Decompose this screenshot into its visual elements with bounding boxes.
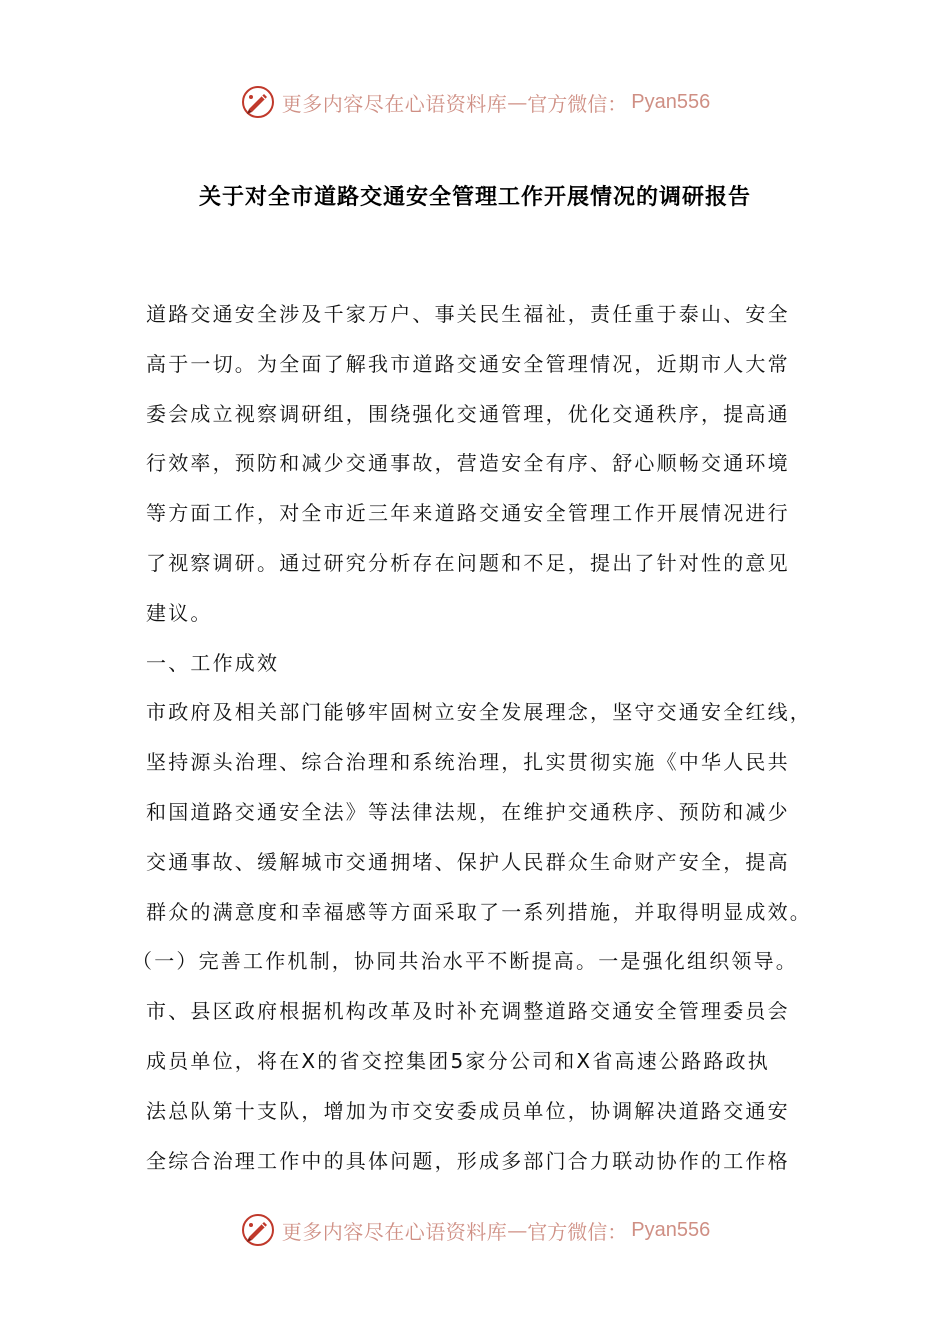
watermark-wechat-id: Pyan556 — [631, 90, 711, 113]
body-line: 交通事故、缓解城市交通拥堵、保护人民群众生命财产安全，提高 — [146, 849, 790, 874]
body-line: 了视察调研。通过研究分析存在问题和不足，提出了针对性的意见 — [146, 550, 790, 575]
pen-logo-icon — [240, 1212, 276, 1248]
body-line: 道路交通安全涉及千家万户、事关民生福祉，责任重于泰山、安全 — [146, 302, 790, 326]
watermark-text: 更多内容尽在心语资料库 — [281, 91, 508, 116]
body-line: 全综合治理工作中的具体问题，形成多部门合力联动协作的工作格 — [146, 1148, 790, 1173]
body-line: 市政府及相关部门能够牢固树立安全发展理念，坚守交通安全红线， — [146, 700, 812, 725]
pen-logo-icon — [240, 84, 276, 120]
body-line: 成员单位，将在X的省交控集团5家分公司和X省高速公路路政执 — [146, 1048, 770, 1073]
watermark-wechat-label: 官方微信： — [527, 91, 628, 116]
watermark-separator: — — [507, 90, 528, 114]
watermark-separator: — — [507, 1218, 528, 1242]
watermark-text: 更多内容尽在心语资料库 — [281, 1219, 508, 1244]
body-line: 法总队第十支队，增加为市交安委成员单位，协调解决道路交通安 — [146, 1098, 790, 1123]
body-line: 委会成立视察调研组，围绕强化交通管理，优化交通秩序，提高通 — [146, 401, 790, 426]
document-body — [132, 290, 826, 1186]
document-title: 关于对全市道路交通安全管理工作开展情况的调研报告 — [198, 185, 751, 210]
body-line: 等方面工作，对全市近三年来道路交通安全管理工作开展情况进行 — [146, 501, 790, 526]
body-line: 市、县区政府根据机构改革及时补充调整道路交通安全管理委员会 — [146, 999, 790, 1024]
body-line: 行效率，预防和减少交通事故，营造安全有序、舒心顺畅交通环境 — [146, 451, 790, 476]
watermark-banner-top — [0, 82, 950, 122]
section-heading: 一、工作成效 — [146, 650, 280, 675]
body-line: 高于一切。为全面了解我市道路交通安全管理情况，近期市人大常 — [146, 351, 790, 376]
watermark-wechat-id: Pyan556 — [631, 1218, 711, 1241]
body-line: 建议。 — [146, 600, 213, 625]
body-line: 和国道路交通安全法》等法律法规，在维护交通秩序、预防和减少 — [146, 799, 790, 824]
watermark-wechat-label: 官方微信： — [527, 1219, 628, 1244]
body-line: 群众的满意度和幸福感等方面采取了一系列措施，并取得明显成效。 — [146, 899, 812, 924]
subsection-heading-line: （一）完善工作机制，协同共治水平不断提高。一是强化组织领导。 — [132, 949, 798, 974]
body-line: 坚持源头治理、综合治理和系统治理，扎实贯彻实施《中华人民共 — [146, 750, 790, 775]
watermark-banner-bottom — [0, 1210, 950, 1250]
